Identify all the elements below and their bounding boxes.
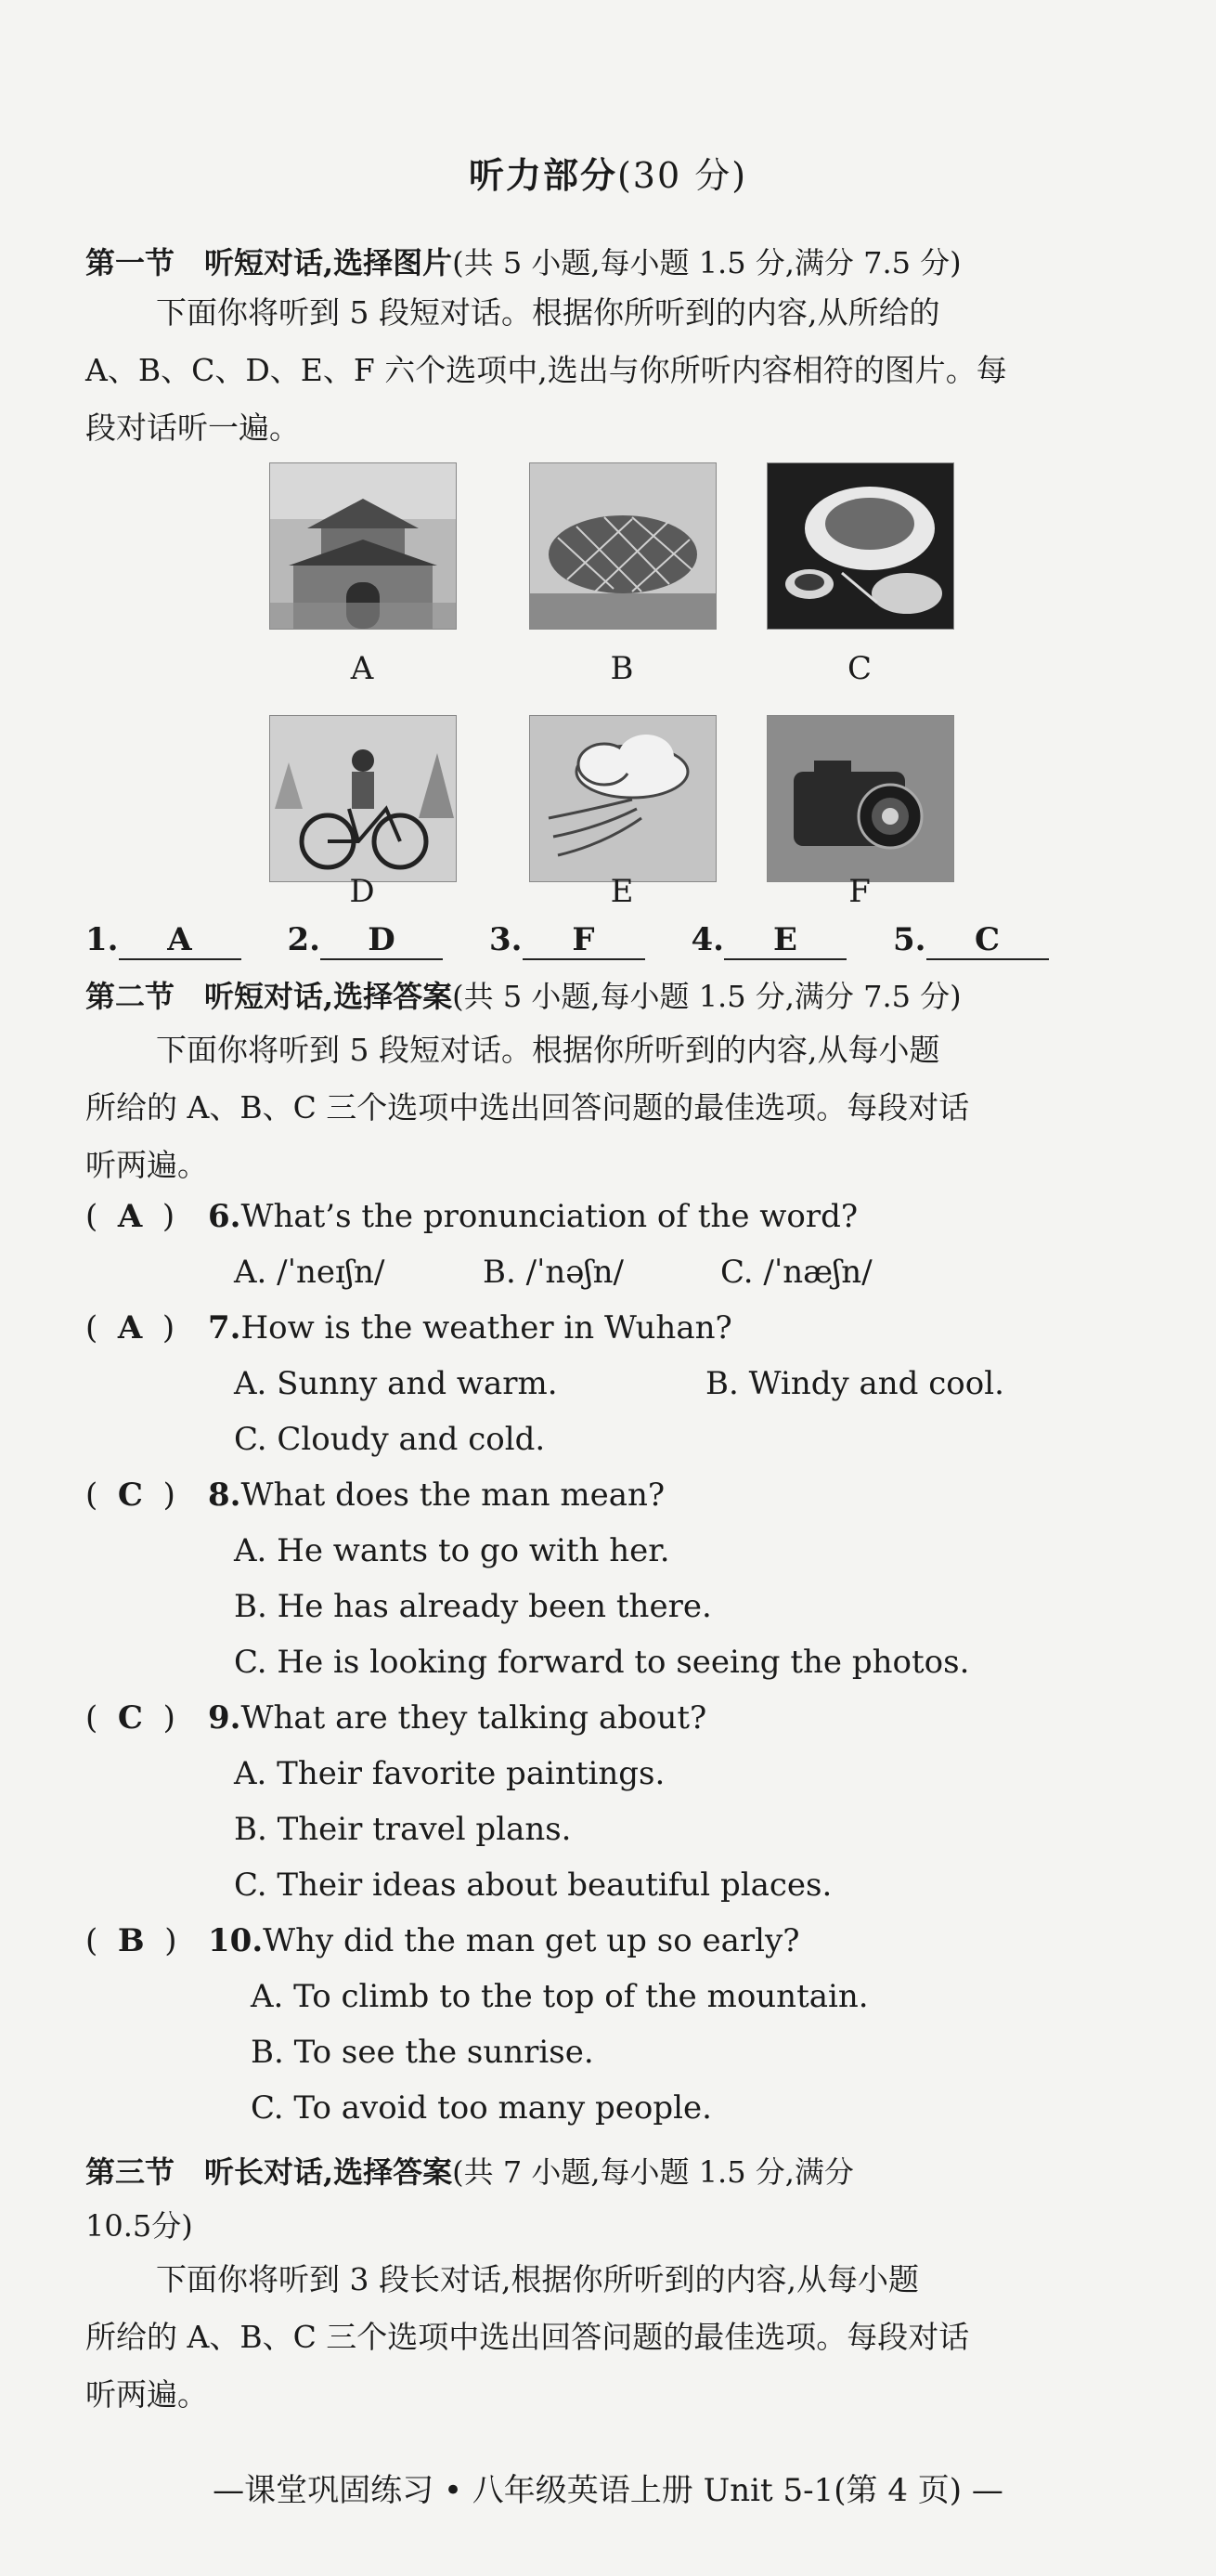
answer-blank[interactable]: F bbox=[523, 921, 645, 960]
answer-mark[interactable]: ( B ) bbox=[85, 1922, 177, 1959]
question-7 bbox=[85, 1309, 732, 1347]
option: C. /ˈnæʃn/ bbox=[720, 1254, 873, 1291]
birds-nest-stadium-picture bbox=[529, 462, 717, 630]
instructions-line: 所给的 A、B、C 三个选项中选出回答问题的最佳选项。每段对话 bbox=[85, 2319, 970, 2355]
section3-heading bbox=[85, 2149, 854, 2192]
answer-mark[interactable]: ( C ) bbox=[85, 1477, 175, 1514]
option: C. To avoid too many people. bbox=[251, 2089, 712, 2127]
wind-cloud-icon bbox=[530, 716, 716, 881]
question-8 bbox=[85, 1477, 665, 1514]
roast-duck-icon bbox=[768, 463, 953, 629]
picture-label: C bbox=[847, 650, 872, 687]
section2-note: (共 5 小题,每小题 1.5 分,满分 7.5 分) bbox=[452, 979, 962, 1014]
option: C. He is looking forward to seeing the photos. bbox=[234, 1644, 970, 1681]
question-number: 8. bbox=[208, 1477, 241, 1514]
instructions-line: 听两遍。 bbox=[85, 2376, 208, 2413]
page-footer: —课堂巩固练习 • 八年级英语上册 Unit 5-1(第 4 页) — bbox=[213, 2472, 1003, 2509]
question-6 bbox=[85, 1198, 858, 1235]
section3-title: 第三节 听长对话,选择答案 bbox=[85, 2154, 453, 2190]
title-score: (30 分) bbox=[616, 155, 748, 196]
title-text: 听力部分 bbox=[468, 154, 617, 196]
section2-heading bbox=[85, 973, 962, 1016]
option: B. Their travel plans. bbox=[234, 1811, 572, 1848]
answer-number: 5. bbox=[893, 921, 926, 958]
bicycle-icon bbox=[270, 716, 456, 881]
question-text: What’s the pronunciation of the word? bbox=[240, 1198, 859, 1235]
answer-number: 4. bbox=[691, 921, 724, 958]
roast-duck-picture bbox=[767, 462, 954, 630]
instructions-line: 下面你将听到 3 段长对话,根据你所听到的内容,从每小题 bbox=[156, 2261, 919, 2297]
palace-picture bbox=[269, 462, 457, 630]
question-text: Why did the man get up so early? bbox=[263, 1922, 800, 1959]
picture-label: B bbox=[610, 650, 634, 687]
picture-label: F bbox=[848, 873, 871, 910]
section3-instructions bbox=[85, 2251, 1134, 2424]
section1-title: 第一节 听短对话,选择图片 bbox=[85, 245, 453, 280]
option: B. He has already been there. bbox=[234, 1588, 712, 1625]
instructions-line: A、B、C、D、E、F 六个选项中,选出与你所听内容相符的图片。每 bbox=[85, 352, 1007, 388]
section2-instructions bbox=[85, 1021, 1134, 1194]
question-number: 9. bbox=[208, 1699, 241, 1737]
picture-label: E bbox=[610, 873, 634, 910]
option: C. Cloudy and cold. bbox=[234, 1421, 546, 1458]
option: A. He wants to go with her. bbox=[234, 1532, 670, 1569]
picture-label: D bbox=[349, 873, 375, 910]
section3-note: (共 7 小题,每小题 1.5 分,满分 bbox=[452, 2154, 854, 2190]
instructions-line: 所给的 A、B、C 三个选项中选出回答问题的最佳选项。每段对话 bbox=[85, 1089, 970, 1125]
answer-mark[interactable]: ( A ) bbox=[85, 1198, 175, 1235]
palace-icon bbox=[270, 463, 456, 629]
windy-cloud-picture bbox=[529, 715, 717, 882]
question-9 bbox=[85, 1699, 706, 1737]
question-number: 6. bbox=[208, 1198, 241, 1235]
camera-picture bbox=[767, 715, 954, 882]
question-number: 7. bbox=[208, 1309, 241, 1347]
section3-note-continued: 10.5分) bbox=[85, 2208, 193, 2244]
instructions-line: 下面你将听到 5 段短对话。根据你所听到的内容,从所给的 bbox=[156, 294, 940, 331]
section1-note: (共 5 小题,每小题 1.5 分,满分 7.5 分) bbox=[452, 245, 962, 280]
answer-blank[interactable]: D bbox=[320, 921, 443, 960]
answer-mark[interactable]: ( C ) bbox=[85, 1699, 175, 1737]
option: A. /ˈneɪʃn/ bbox=[234, 1254, 385, 1291]
cycling-picture bbox=[269, 715, 457, 882]
picture-label: A bbox=[350, 650, 374, 687]
instructions-line: 听两遍。 bbox=[85, 1147, 208, 1183]
option: B. Windy and cool. bbox=[705, 1365, 1004, 1402]
camera-icon bbox=[768, 716, 953, 881]
answer-row bbox=[85, 921, 1095, 960]
answer-number: 1. bbox=[85, 921, 119, 958]
option: A. Sunny and warm. bbox=[234, 1365, 558, 1402]
section1-instructions bbox=[85, 284, 1134, 457]
section2-title: 第二节 听短对话,选择答案 bbox=[85, 979, 453, 1014]
instructions-line: 下面你将听到 5 段短对话。根据你所听到的内容,从每小题 bbox=[156, 1032, 940, 1068]
answer-number: 3. bbox=[489, 921, 523, 958]
answer-number: 2. bbox=[287, 921, 320, 958]
option: C. Their ideas about beautiful places. bbox=[234, 1867, 833, 1904]
question-number: 10. bbox=[208, 1922, 264, 1959]
option: B. /ˈnəʃn/ bbox=[483, 1254, 625, 1291]
question-10 bbox=[85, 1922, 799, 1959]
stadium-icon bbox=[530, 463, 716, 629]
answer-blank[interactable]: C bbox=[926, 921, 1049, 960]
option: A. To climb to the top of the mountain. bbox=[251, 1978, 869, 2015]
instructions-line: 段对话听一遍。 bbox=[85, 410, 300, 446]
section1-heading bbox=[85, 240, 962, 282]
answer-mark[interactable]: ( A ) bbox=[85, 1309, 175, 1347]
question-text: What are they talking about? bbox=[240, 1699, 707, 1737]
answer-blank[interactable]: E bbox=[724, 921, 847, 960]
page-title bbox=[0, 147, 1216, 198]
question-text: What does the man mean? bbox=[240, 1477, 666, 1514]
option: B. To see the sunrise. bbox=[251, 2034, 594, 2071]
option: A. Their favorite paintings. bbox=[234, 1755, 666, 1792]
question-text: How is the weather in Wuhan? bbox=[240, 1309, 732, 1347]
answer-blank[interactable]: A bbox=[119, 921, 241, 960]
